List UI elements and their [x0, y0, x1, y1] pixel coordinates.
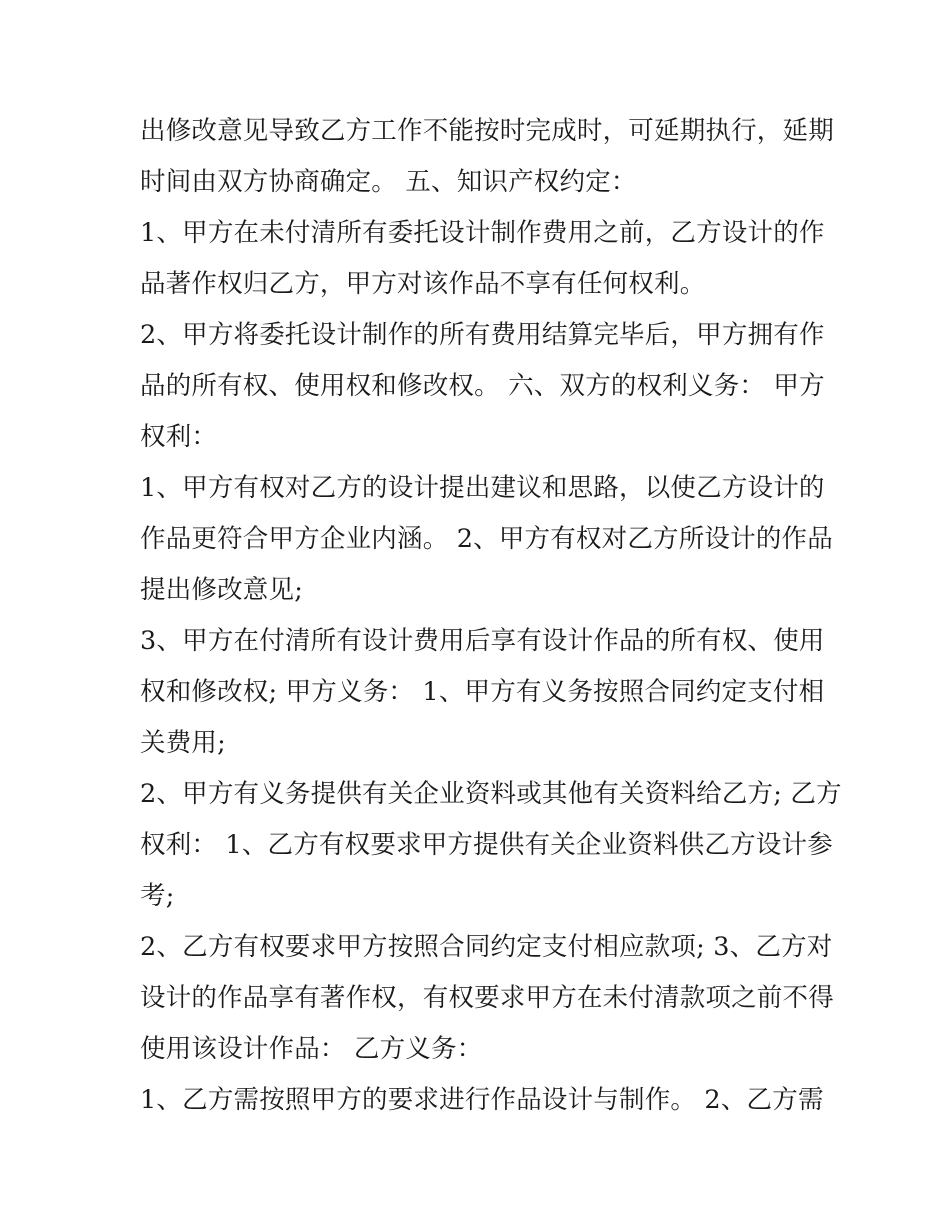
text-line: 关费用;	[140, 728, 226, 758]
text-line: 权和修改权; 甲方义务： 1、甲方有义务按照合同约定支付相	[140, 677, 825, 707]
text-line: 时间由双方协商确定。 五、知识产权约定：	[140, 167, 637, 197]
text-line: 权利： 1、乙方有权要求甲方提供有关企业资料供乙方设计参	[140, 830, 833, 860]
text-line: 1、乙方需按照甲方的要求进行作品设计与制作。 2、乙方需	[140, 1085, 824, 1115]
text-line: 使用该设计作品： 乙方义务：	[140, 1034, 483, 1064]
text-line: 3、甲方在付清所有设计费用后享有设计作品的所有权、使用	[140, 626, 825, 656]
text-line: 品著作权归乙方，甲方对该作品不享有任何权利。	[140, 269, 706, 299]
text-line: 设计的作品享有著作权，有权要求甲方在未付清款项之前不得	[140, 983, 834, 1013]
text-line: 作品更符合甲方企业内涵。 2、甲方有权对乙方所设计的作品	[140, 524, 833, 554]
document-body	[140, 106, 842, 1126]
text-line: 1、甲方有权对乙方的设计提出建议和思路，以使乙方设计的	[140, 473, 825, 503]
text-line: 权利：	[140, 422, 218, 452]
text-line: 2、乙方有权要求甲方按照合同约定支付相应款项; 3、乙方对	[140, 932, 833, 962]
text-line: 考;	[140, 881, 175, 911]
text-line: 提出修改意见;	[140, 575, 303, 605]
text-line: 1、甲方在未付清所有委托设计制作费用之前，乙方设计的作	[140, 218, 825, 248]
text-line: 出修改意见导致乙方工作不能按时完成时，可延期执行，延期	[140, 116, 834, 146]
text-line: 品的所有权、使用权和修改权。 六、双方的权利义务： 甲方	[140, 371, 825, 401]
text-line: 2、甲方将委托设计制作的所有费用结算完毕后，甲方拥有作	[140, 320, 825, 350]
text-line: 2、甲方有义务提供有关企业资料或其他有关资料给乙方; 乙方	[140, 779, 842, 809]
